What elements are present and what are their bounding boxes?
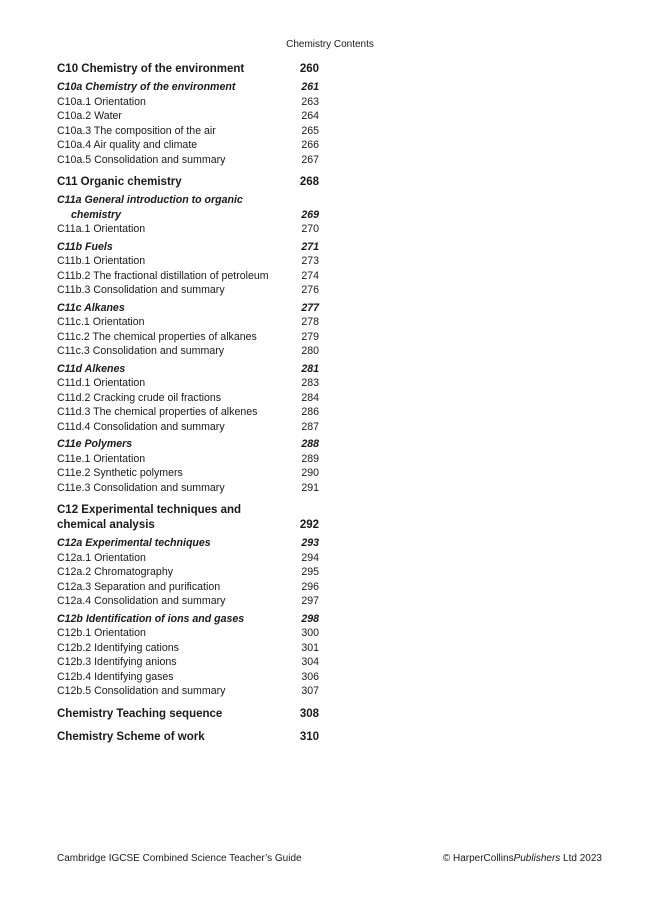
- footer-book-title: Cambridge IGCSE Combined Science Teacher’s Guide: [57, 853, 302, 864]
- toc-section: [57, 536, 319, 551]
- toc-page-number: 265: [301, 124, 319, 137]
- toc-entry-title: C10a.5 Consolidation and summary: [57, 153, 226, 166]
- toc-page-number: 292: [299, 519, 319, 531]
- spacer: [57, 495, 319, 503]
- toc-entry-title: C11d.2 Cracking crude oil fractions: [57, 391, 222, 404]
- toc-item: [57, 626, 319, 641]
- toc-item: [57, 565, 319, 580]
- toc-entry-title: C12a.4 Consolidation and summary: [57, 595, 226, 607]
- toc-section: [57, 80, 319, 95]
- toc-entry-title: C10a.3 The composition of the air: [57, 124, 216, 137]
- toc-entry-title: C12 Experimental techniques and chemical analysis: [57, 504, 242, 531]
- toc-page-number: 274: [301, 269, 319, 282]
- copyright-suffix: Ltd 2023: [560, 853, 602, 864]
- toc-item: [57, 315, 319, 330]
- toc-item: [57, 124, 319, 139]
- toc-entry-title: C11a.1 Orientation: [57, 223, 146, 235]
- toc-entry-title: C12a Experimental techniques: [57, 537, 211, 549]
- toc-section: [57, 362, 319, 377]
- toc-item: [57, 452, 319, 467]
- toc-entry-title: C11c Alkanes: [57, 301, 125, 314]
- toc-page-number: 273: [301, 255, 319, 267]
- toc-page-number: 307: [301, 685, 319, 697]
- toc-entry-title: C10a.4 Air quality and climate: [57, 139, 198, 151]
- toc-page-number: 269: [301, 208, 319, 221]
- toc-entry-title: C10a.1 Orientation: [57, 95, 146, 108]
- toc-page-number: 284: [301, 391, 319, 404]
- toc-entry-title: C11e.1 Orientation: [57, 452, 146, 465]
- toc-entry-title: C11b.1 Orientation: [57, 255, 146, 267]
- toc-page-number: 277: [301, 301, 319, 314]
- toc-entry-title: C12b.2 Identifying cations: [57, 641, 179, 654]
- toc-page-number: 279: [301, 330, 319, 343]
- toc-section: [57, 240, 319, 255]
- toc-item: [57, 269, 319, 284]
- toc-page-number: 278: [301, 316, 319, 328]
- toc-item: [57, 420, 319, 435]
- toc-page-number: 300: [301, 627, 319, 639]
- toc-entry-title: C11e.3 Consolidation and summary: [57, 481, 225, 494]
- toc-entry-title: C11a General introduction to organic chemistry: [57, 194, 243, 221]
- toc-entry-title: C12a.3 Separation and purification: [57, 580, 221, 593]
- toc-page-number: 308: [299, 707, 319, 720]
- toc-entry-title: C12b.5 Consolidation and summary: [57, 685, 226, 697]
- toc-page-number: 304: [301, 656, 319, 668]
- toc-page-number: 288: [301, 438, 319, 450]
- toc-page-number: 261: [301, 81, 319, 93]
- toc-page-number: 296: [301, 580, 319, 593]
- toc-item: [57, 481, 319, 496]
- toc-item: [57, 376, 319, 391]
- toc-entry-title: C12b Identification of ions and gases: [57, 612, 245, 625]
- toc-entry-title: C12b.3 Identifying anions: [57, 656, 177, 668]
- toc-entry-title: C11b.2 The fractional distillation of petroleum: [57, 269, 269, 282]
- spacer: [57, 699, 319, 707]
- toc-entry-title: C11c.3 Consolidation and summary: [57, 345, 225, 357]
- toc-entry-title: C11e.2 Synthetic polymers: [57, 467, 183, 479]
- toc-item: [57, 405, 319, 420]
- toc-item: [57, 138, 319, 153]
- toc-item: [57, 580, 319, 595]
- toc-page-number: 280: [301, 345, 319, 357]
- toc-item: [57, 684, 319, 699]
- toc-entry-title: C11 Organic chemistry: [57, 176, 182, 188]
- toc-section: [57, 437, 319, 452]
- toc-entry-title: C10a.2 Water: [57, 110, 122, 122]
- toc-page-number: 260: [299, 63, 319, 75]
- toc-page-number: 310: [299, 730, 319, 743]
- toc-item: [57, 594, 319, 609]
- toc-chapter: [57, 730, 319, 745]
- copyright-prefix: © HarperCollins: [442, 853, 514, 864]
- toc-entry-title: C11d Alkenes: [57, 362, 126, 375]
- footer-copyright: [443, 853, 602, 864]
- toc-item: [57, 95, 319, 110]
- toc-item: [57, 283, 319, 298]
- spacer: [57, 167, 319, 175]
- toc-page-number: 298: [301, 612, 319, 625]
- toc-page-number: 268: [299, 176, 319, 188]
- toc-page-number: 287: [301, 420, 319, 433]
- toc-page-number: 286: [301, 406, 319, 418]
- toc-entry-title: C10 Chemistry of the environment: [57, 63, 245, 75]
- toc-item: [57, 254, 319, 269]
- toc-entry-title: C11c.1 Orientation: [57, 316, 145, 328]
- toc-section: [57, 301, 319, 316]
- toc-entry-title: C10a Chemistry of the environment: [57, 81, 236, 93]
- toc-page-number: 267: [301, 153, 319, 166]
- toc-page-number: 306: [301, 670, 319, 683]
- toc-entry-title: C12a.1 Orientation: [57, 551, 146, 564]
- toc-page-number: 301: [301, 641, 319, 654]
- toc-page-number: 289: [301, 452, 319, 465]
- toc-page-number: 290: [301, 467, 319, 479]
- toc-entry-title: C11c.2 The chemical properties of alkanes: [57, 330, 257, 343]
- toc-entry-title: C11e Polymers: [57, 438, 133, 450]
- toc-entry-title: Chemistry Teaching sequence: [57, 707, 223, 720]
- toc-entry-title: C12b.4 Identifying gases: [57, 670, 174, 683]
- toc-page-number: 294: [301, 551, 319, 564]
- toc-entry-title: C12b.1 Orientation: [57, 627, 146, 639]
- toc-entry-title: C11b.3 Consolidation and summary: [57, 284, 225, 296]
- spacer: [57, 722, 319, 730]
- copyright-italic: Publishers: [513, 853, 561, 864]
- toc-chapter: [57, 62, 319, 77]
- toc-page-number: 276: [301, 284, 319, 296]
- running-head: Chemistry Contents: [286, 39, 374, 50]
- toc-entry-title: C11b Fuels: [57, 240, 113, 253]
- page-footer: [57, 853, 602, 864]
- toc-page-number: 266: [301, 139, 319, 151]
- toc-item: [57, 551, 319, 566]
- toc-item: [57, 391, 319, 406]
- toc-page-number: 264: [301, 110, 319, 122]
- toc-page-number: 271: [301, 240, 319, 253]
- toc-page-number: 295: [301, 566, 319, 578]
- toc-page-number: 263: [301, 95, 319, 108]
- toc-section: [57, 612, 319, 627]
- toc-entry-title: C12a.2 Chromatography: [57, 566, 174, 578]
- toc-page-number: 291: [301, 481, 319, 494]
- table-of-contents: [57, 62, 319, 745]
- toc-item: [57, 330, 319, 345]
- toc-page-number: 283: [301, 377, 319, 389]
- toc-section: [57, 193, 319, 222]
- toc-item: [57, 344, 319, 359]
- toc-item: [57, 641, 319, 656]
- toc-page-number: 270: [301, 223, 319, 235]
- toc-entry-title: C11d.4 Consolidation and summary: [57, 420, 225, 433]
- toc-entry-title: C11d.1 Orientation: [57, 377, 146, 389]
- toc-chapter: [57, 503, 319, 533]
- toc-item: [57, 222, 319, 237]
- toc-item: [57, 670, 319, 685]
- toc-entry-title: C11d.3 The chemical properties of alkenes: [57, 406, 258, 418]
- toc-item: [57, 153, 319, 168]
- toc-page-number: 297: [301, 595, 319, 607]
- toc-page-number: 281: [301, 362, 319, 375]
- toc-item: [57, 655, 319, 670]
- toc-chapter: [57, 707, 319, 722]
- toc-chapter: [57, 175, 319, 190]
- toc-item: [57, 466, 319, 481]
- toc-entry-title: Chemistry Scheme of work: [57, 730, 205, 743]
- toc-page-number: 293: [301, 537, 319, 549]
- toc-item: [57, 109, 319, 124]
